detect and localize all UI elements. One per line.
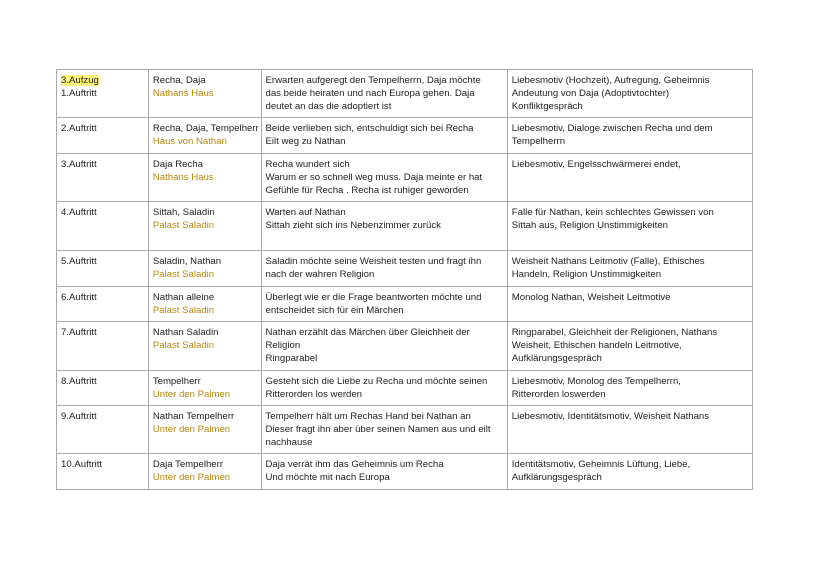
motif-line: Andeutung von Daja (Adoptivtochter) (511, 88, 670, 99)
content-line: Ritterorden los werden (265, 389, 363, 400)
content-line: Eilt weg zu Nathan (265, 136, 346, 147)
scene-cell (57, 287, 149, 322)
content-line: Beide verlieben sich, entschuldigt sich bei Recha (265, 123, 474, 134)
content-line: Tempelherr hält um Rechas Hand bei Nathan an (265, 411, 471, 422)
motif-line: Liebesmotiv, Monolog des Tempelherrn, (511, 376, 681, 387)
content-line: Warten auf Nathan (265, 207, 346, 218)
scene-label: 9.Auftritt (61, 411, 97, 422)
content-line: Gesteht sich die Liebe zu Recha und möchte seinen (265, 376, 488, 387)
table-row (57, 287, 753, 322)
table-row (57, 454, 753, 490)
motifs-cell (507, 454, 752, 490)
content-line: Sittah zieht sich ins Nebenzimmer zurück (265, 220, 441, 231)
content-cell (261, 454, 507, 490)
characters-text: Tempelherr (152, 376, 201, 387)
content-line: Recha wundert sich (265, 159, 350, 170)
place-text: Unter den Palmen (152, 389, 231, 400)
scene-cell (57, 118, 149, 154)
scene-label: 3.Auftritt (61, 159, 97, 170)
content-cell (261, 322, 507, 371)
motifs-cell (507, 202, 752, 251)
content-line: entscheidet sich für ein Märchen (265, 305, 404, 316)
place-text: Palast Saladin (152, 340, 215, 351)
content-line: Gefühle für Recha . Recha ist ruhiger geworden (265, 185, 469, 196)
motif-line: Ritterorden loswerden (511, 389, 606, 400)
content-line: Saladin möchte seine Weisheit testen und fragt ihn (265, 256, 482, 267)
content-line: Und möchte mit nach Europa (265, 472, 390, 483)
scene-cell (57, 454, 149, 490)
motif-line: Liebesmotiv (Hochzeit), Aufregung, Geheimnis (511, 75, 710, 86)
scene-cell (57, 202, 149, 251)
characters-text: Nathan Saladin (152, 327, 219, 338)
content-line: Daja verrät ihm das Geheimnis um Recha (265, 459, 444, 470)
content-line: nach der wahren Religion (265, 269, 375, 280)
scene-label: 6.Auftritt (61, 292, 97, 303)
motifs-cell (507, 251, 752, 287)
scene-label: 4.Auftritt (61, 207, 97, 218)
content-line: das beide heiraten und nach Europa gehen. Daja (265, 88, 475, 99)
motif-line: Identitätsmotiv, Geheimnis Lüftung, Liebe, (511, 459, 691, 470)
characters-text: Recha, Daja (152, 75, 206, 86)
place-text: Nathans Haus (152, 172, 214, 183)
motif-line: Falle für Nathan, kein schlechtes Gewissen von (511, 207, 714, 218)
motif-line: Weisheit, Ethischen handeln Leitmotive, (511, 340, 682, 351)
characters-text: Recha, Daja, Tempelherr (152, 123, 259, 134)
content-line: Dieser fragt ihn aber über seinen Namen aus und eilt (265, 424, 491, 435)
table-row (57, 70, 753, 118)
content-cell (261, 118, 507, 154)
characters-cell (148, 322, 261, 371)
content-cell (261, 202, 507, 251)
scene-table-body (57, 70, 753, 490)
content-cell (261, 154, 507, 202)
motifs-cell (507, 70, 752, 118)
content-cell (261, 371, 507, 406)
characters-text: Nathan Tempelherr (152, 411, 235, 422)
content-line: Warum er so schnell weg muss. Daja meinte er hat (265, 172, 483, 183)
content-line: Nathan erzählt das Märchen über Gleichheit der (265, 327, 470, 338)
place-text: Nathans Haus (152, 88, 214, 99)
motif-line: Liebesmotiv, Dialoge zwischen Recha und dem (511, 123, 713, 134)
place-text: Palast Saladin (152, 220, 215, 231)
scene-label: 1.Auftritt (61, 88, 97, 99)
characters-text: Sittah, Saladin (152, 207, 215, 218)
motifs-cell (507, 287, 752, 322)
characters-cell (148, 287, 261, 322)
scene-cell (57, 70, 149, 118)
act-label: 3.Aufzug (61, 75, 99, 86)
place-text: Palast Saladin (152, 269, 215, 280)
motif-line: Handeln, Religion Unstimmigkeiten (511, 269, 662, 280)
characters-cell (148, 406, 261, 454)
table-row (57, 154, 753, 202)
characters-cell (148, 202, 261, 251)
motifs-cell (507, 322, 752, 371)
characters-text: Nathan alleine (152, 292, 215, 303)
table-row (57, 118, 753, 154)
motifs-cell (507, 406, 752, 454)
place-text: Unter den Palmen (152, 472, 231, 483)
content-line: Überlegt wie er die Frage beantworten möchte und (265, 292, 482, 303)
characters-cell (148, 118, 261, 154)
content-line: deutet an das die adoptiert ist (265, 101, 392, 112)
characters-cell (148, 70, 261, 118)
content-cell (261, 406, 507, 454)
content-line: Ringparabel (265, 353, 318, 364)
characters-text: Daja Recha (152, 159, 203, 170)
content-cell (261, 287, 507, 322)
motif-line: Liebesmotiv, Identitätsmotiv, Weisheit Nathans (511, 411, 710, 422)
content-line: Erwarten aufgeregt den Tempelherrn, Daja möchte (265, 75, 481, 86)
characters-text: Daja Tempelherr (152, 459, 224, 470)
characters-cell (148, 251, 261, 287)
table-row (57, 371, 753, 406)
characters-cell (148, 371, 261, 406)
motif-line: Aufklärungsgespräch (511, 472, 602, 483)
table-row (57, 322, 753, 371)
table-row (57, 406, 753, 454)
scene-cell (57, 154, 149, 202)
scene-label: 5.Auftritt (61, 256, 97, 267)
table-row (57, 251, 753, 287)
content-line: Religion (265, 340, 301, 351)
scene-table (56, 69, 753, 490)
motifs-cell (507, 154, 752, 202)
place-text: Palast Saladin (152, 305, 215, 316)
scene-label: 2.Auftritt (61, 123, 97, 134)
scene-cell (57, 322, 149, 371)
motif-line: Aufklärungsgespräch (511, 353, 602, 364)
content-cell (261, 251, 507, 287)
motif-line: Weisheit Nathans Leitmotiv (Falle), Ethisches (511, 256, 705, 267)
scene-cell (57, 406, 149, 454)
motif-line: Ringparabel, Gleichheit der Religionen, Nathans (511, 327, 718, 338)
motifs-cell (507, 118, 752, 154)
characters-text: Saladin, Nathan (152, 256, 222, 267)
characters-cell (148, 454, 261, 490)
table-row (57, 202, 753, 251)
scene-cell (57, 251, 149, 287)
scene-label: 7.Auftritt (61, 327, 97, 338)
content-cell (261, 70, 507, 118)
motif-line: Tempelherrn (511, 136, 566, 147)
place-text: Unter den Palmen (152, 424, 231, 435)
characters-cell (148, 154, 261, 202)
scene-label: 8.Auftritt (61, 376, 97, 387)
motif-line: Monolog Nathan, Weisheit Leitmotive (511, 292, 671, 303)
motifs-cell (507, 371, 752, 406)
motif-line: Liebesmotiv, Engelsschwärmerei endet, (511, 159, 681, 170)
motif-line: Sittah aus, Religion Unstimmigkeiten (511, 220, 668, 231)
motif-line: Konfliktgespräch (511, 101, 583, 112)
scene-label: 10.Auftritt (61, 459, 103, 470)
place-text: Haus von Nathan (152, 136, 227, 147)
scene-cell (57, 371, 149, 406)
content-line: nachhause (265, 437, 313, 448)
